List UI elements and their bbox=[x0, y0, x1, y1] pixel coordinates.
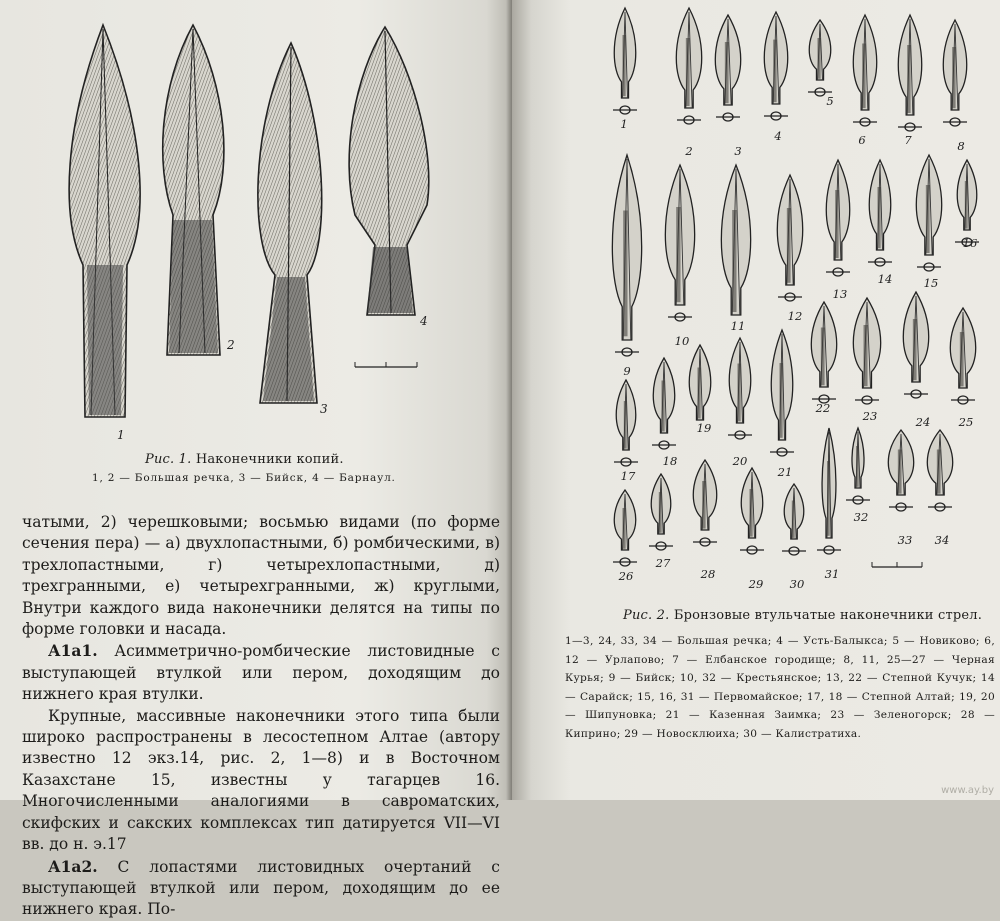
figure-2-arrowheads bbox=[512, 0, 1000, 600]
arrowhead-29 bbox=[740, 468, 764, 554]
arrowhead-14 bbox=[868, 160, 892, 266]
arrowhead-9 bbox=[612, 155, 641, 356]
arrowhead-19 bbox=[689, 345, 711, 420]
paragraph-1: чатыми, 2) черешковыми; восьмью видами (по форме сечения пера) — а) двухлопастными, б) ромбическими, в) трехлопастными, г) четырехлопастными, д) трехгранными, е) четырехгранными, ж) круглыми, Внутри каждого вида наконечники делятся на типы по форме головки и насада. bbox=[22, 513, 500, 639]
arrowhead-label-13: 13 bbox=[832, 287, 848, 301]
arrowhead-label-33: 33 bbox=[897, 533, 913, 547]
figure-1-caption bbox=[145, 452, 344, 467]
arrowhead-20 bbox=[728, 338, 752, 439]
type-heading-a1a2: А1а2. bbox=[48, 856, 98, 876]
arrowhead-25 bbox=[950, 308, 975, 404]
arrowhead-label-28: 28 bbox=[700, 567, 716, 581]
arrowhead-label-22: 22 bbox=[815, 401, 831, 415]
arrowhead-4 bbox=[764, 12, 788, 120]
arrowhead-label-16: 16 bbox=[962, 236, 978, 250]
arrowhead-label-26: 26 bbox=[618, 569, 634, 583]
figure-2-legend bbox=[565, 632, 995, 744]
arrowhead-5 bbox=[808, 20, 832, 96]
paragraph-2-text: Асимметрично-ромбические листовидные с выступающей втулкой или пером, доходящим до нижнего края втулки. bbox=[22, 642, 500, 704]
spearhead-4 bbox=[349, 27, 429, 315]
arrowhead-label-24: 24 bbox=[915, 415, 931, 429]
arrowhead-22 bbox=[811, 302, 836, 403]
arrowhead-31 bbox=[817, 428, 841, 554]
arrowhead-label-10: 10 bbox=[674, 334, 690, 348]
arrowhead-label-3: 3 bbox=[734, 144, 742, 158]
arrowhead-label-15: 15 bbox=[923, 276, 939, 290]
arrowhead-13 bbox=[826, 160, 850, 276]
arrowhead-2 bbox=[676, 8, 701, 124]
paragraph-3: Крупные, массивные наконечники этого типа были широко распространены в лесостепном Алтае (автору известно 12 экз.14, рис. 2, 1—8) и в Восточном Казахстане 15, известны у тагарцев 16. Многочисленными аналогиями в савроматских, скифских и сакских комплексах тип датируется VII—VI вв. до н. э.17 bbox=[22, 706, 500, 854]
arrowhead-32 bbox=[846, 428, 870, 504]
arrowhead-label-23: 23 bbox=[862, 409, 878, 423]
arrowhead-label-14: 14 bbox=[877, 272, 893, 286]
arrowhead-21 bbox=[770, 330, 794, 456]
arrowhead-18 bbox=[652, 358, 676, 449]
arrowhead-30 bbox=[782, 484, 806, 555]
arrowhead-11 bbox=[721, 165, 750, 315]
scale-bar bbox=[355, 362, 417, 367]
arrowhead-label-11: 11 bbox=[730, 319, 746, 333]
spearhead-1 bbox=[69, 25, 140, 417]
figure-2-caption-prefix: Рис. 2. bbox=[623, 608, 670, 623]
arrowhead-label-21: 21 bbox=[777, 465, 793, 479]
arrowhead-28 bbox=[693, 460, 717, 546]
fig1-label-1: 1 bbox=[117, 428, 125, 442]
arrowhead-label-32: 32 bbox=[853, 510, 869, 524]
figure-2-legend-text: 1—3, 24, 33, 34 — Большая речка; 4 — Усть-Балыкса; 5 — Новиково; 6, 12 — Урлапово; 7 — Елбанское городище; 8, 11, 25—27 — Черная Курья; 9 — Бийск; 10, 32 — Крестьянское; 13, 22 — Степной Кучук; 14 — Сарайск; 15, 16, 31 — Первомайское; 17, 18 — Степной Алтай; 19, 20 — Шипуновка; 21 — Казенная Заимка; 23 — Зеленогорск; 28 — Киприно; 29 — Новосклюиха; 30 — Калистратиха. bbox=[565, 635, 995, 740]
type-heading-a1a1: А1а1. bbox=[48, 641, 98, 661]
arrowhead-label-30: 30 bbox=[789, 577, 805, 591]
arrowhead-label-27: 27 bbox=[655, 556, 671, 570]
arrowhead-12 bbox=[777, 175, 802, 301]
fig1-label-3: 3 bbox=[320, 402, 328, 416]
arrowhead-label-9: 9 bbox=[623, 364, 631, 378]
figure-2-caption bbox=[623, 608, 982, 623]
spearhead-3 bbox=[258, 43, 322, 403]
arrowhead-label-8: 8 bbox=[957, 139, 965, 153]
fig1-label-4: 4 bbox=[420, 314, 428, 328]
arrowhead-label-29: 29 bbox=[748, 577, 764, 591]
arrowhead-7 bbox=[898, 15, 922, 131]
arrowhead-26 bbox=[613, 490, 637, 566]
spearhead-2 bbox=[163, 25, 224, 355]
arrowhead-3 bbox=[715, 15, 740, 121]
arrowhead-24 bbox=[903, 292, 928, 398]
arrowhead-label-12: 12 bbox=[787, 309, 803, 323]
arrowhead-label-7: 7 bbox=[904, 133, 912, 147]
arrowhead-16 bbox=[955, 160, 979, 246]
arrowhead-label-6: 6 bbox=[858, 133, 866, 147]
arrowhead-label-2: 2 bbox=[685, 144, 693, 158]
paragraph-4 bbox=[22, 856, 500, 921]
figure-1-caption-prefix: Рис. 1. bbox=[145, 452, 192, 467]
arrowhead-27 bbox=[649, 474, 673, 550]
arrowhead-label-4: 4 bbox=[774, 129, 782, 143]
arrowhead-label-20: 20 bbox=[732, 454, 748, 468]
arrowhead-10 bbox=[665, 165, 694, 321]
arrowhead-1 bbox=[613, 8, 637, 114]
arrowhead-6 bbox=[853, 15, 877, 126]
arrowhead-label-1: 1 bbox=[620, 117, 628, 131]
arrowhead-23 bbox=[853, 298, 880, 404]
paragraph-4-text: С лопастями листовидных очертаний с выступающей втулкой или пером, доходящим до ее нижнего края. По- bbox=[22, 857, 500, 919]
figure-1-caption-title: Наконечники копий. bbox=[195, 452, 344, 467]
arrowhead-label-34: 34 bbox=[934, 533, 950, 547]
figure-1-caption-sub: 1, 2 — Большая речка, 3 — Бийск, 4 — Барнаул. bbox=[92, 472, 396, 484]
watermark: www.ay.by bbox=[941, 785, 994, 796]
arrowhead-17 bbox=[614, 380, 638, 466]
arrowhead-label-5: 5 bbox=[826, 94, 834, 108]
figure-2-caption-title: Бронзовые втульчатые наконечники стрел. bbox=[673, 608, 983, 623]
arrowhead-34 bbox=[927, 430, 952, 511]
arrowhead-8 bbox=[943, 20, 967, 126]
arrowhead-label-25: 25 bbox=[958, 415, 974, 429]
left-body-text bbox=[22, 512, 500, 921]
arrowhead-33 bbox=[888, 430, 913, 511]
arrowhead-label-31: 31 bbox=[824, 567, 840, 581]
arrowhead-label-19: 19 bbox=[696, 421, 712, 435]
arrowhead-label-18: 18 bbox=[662, 454, 678, 468]
arrowhead-label-17: 17 bbox=[620, 469, 636, 483]
fig1-label-2: 2 bbox=[227, 338, 235, 352]
scale-bar-2 bbox=[872, 562, 922, 567]
arrowhead-15 bbox=[916, 155, 941, 271]
paragraph-2 bbox=[22, 640, 500, 705]
figure-1-spearheads bbox=[55, 15, 455, 445]
